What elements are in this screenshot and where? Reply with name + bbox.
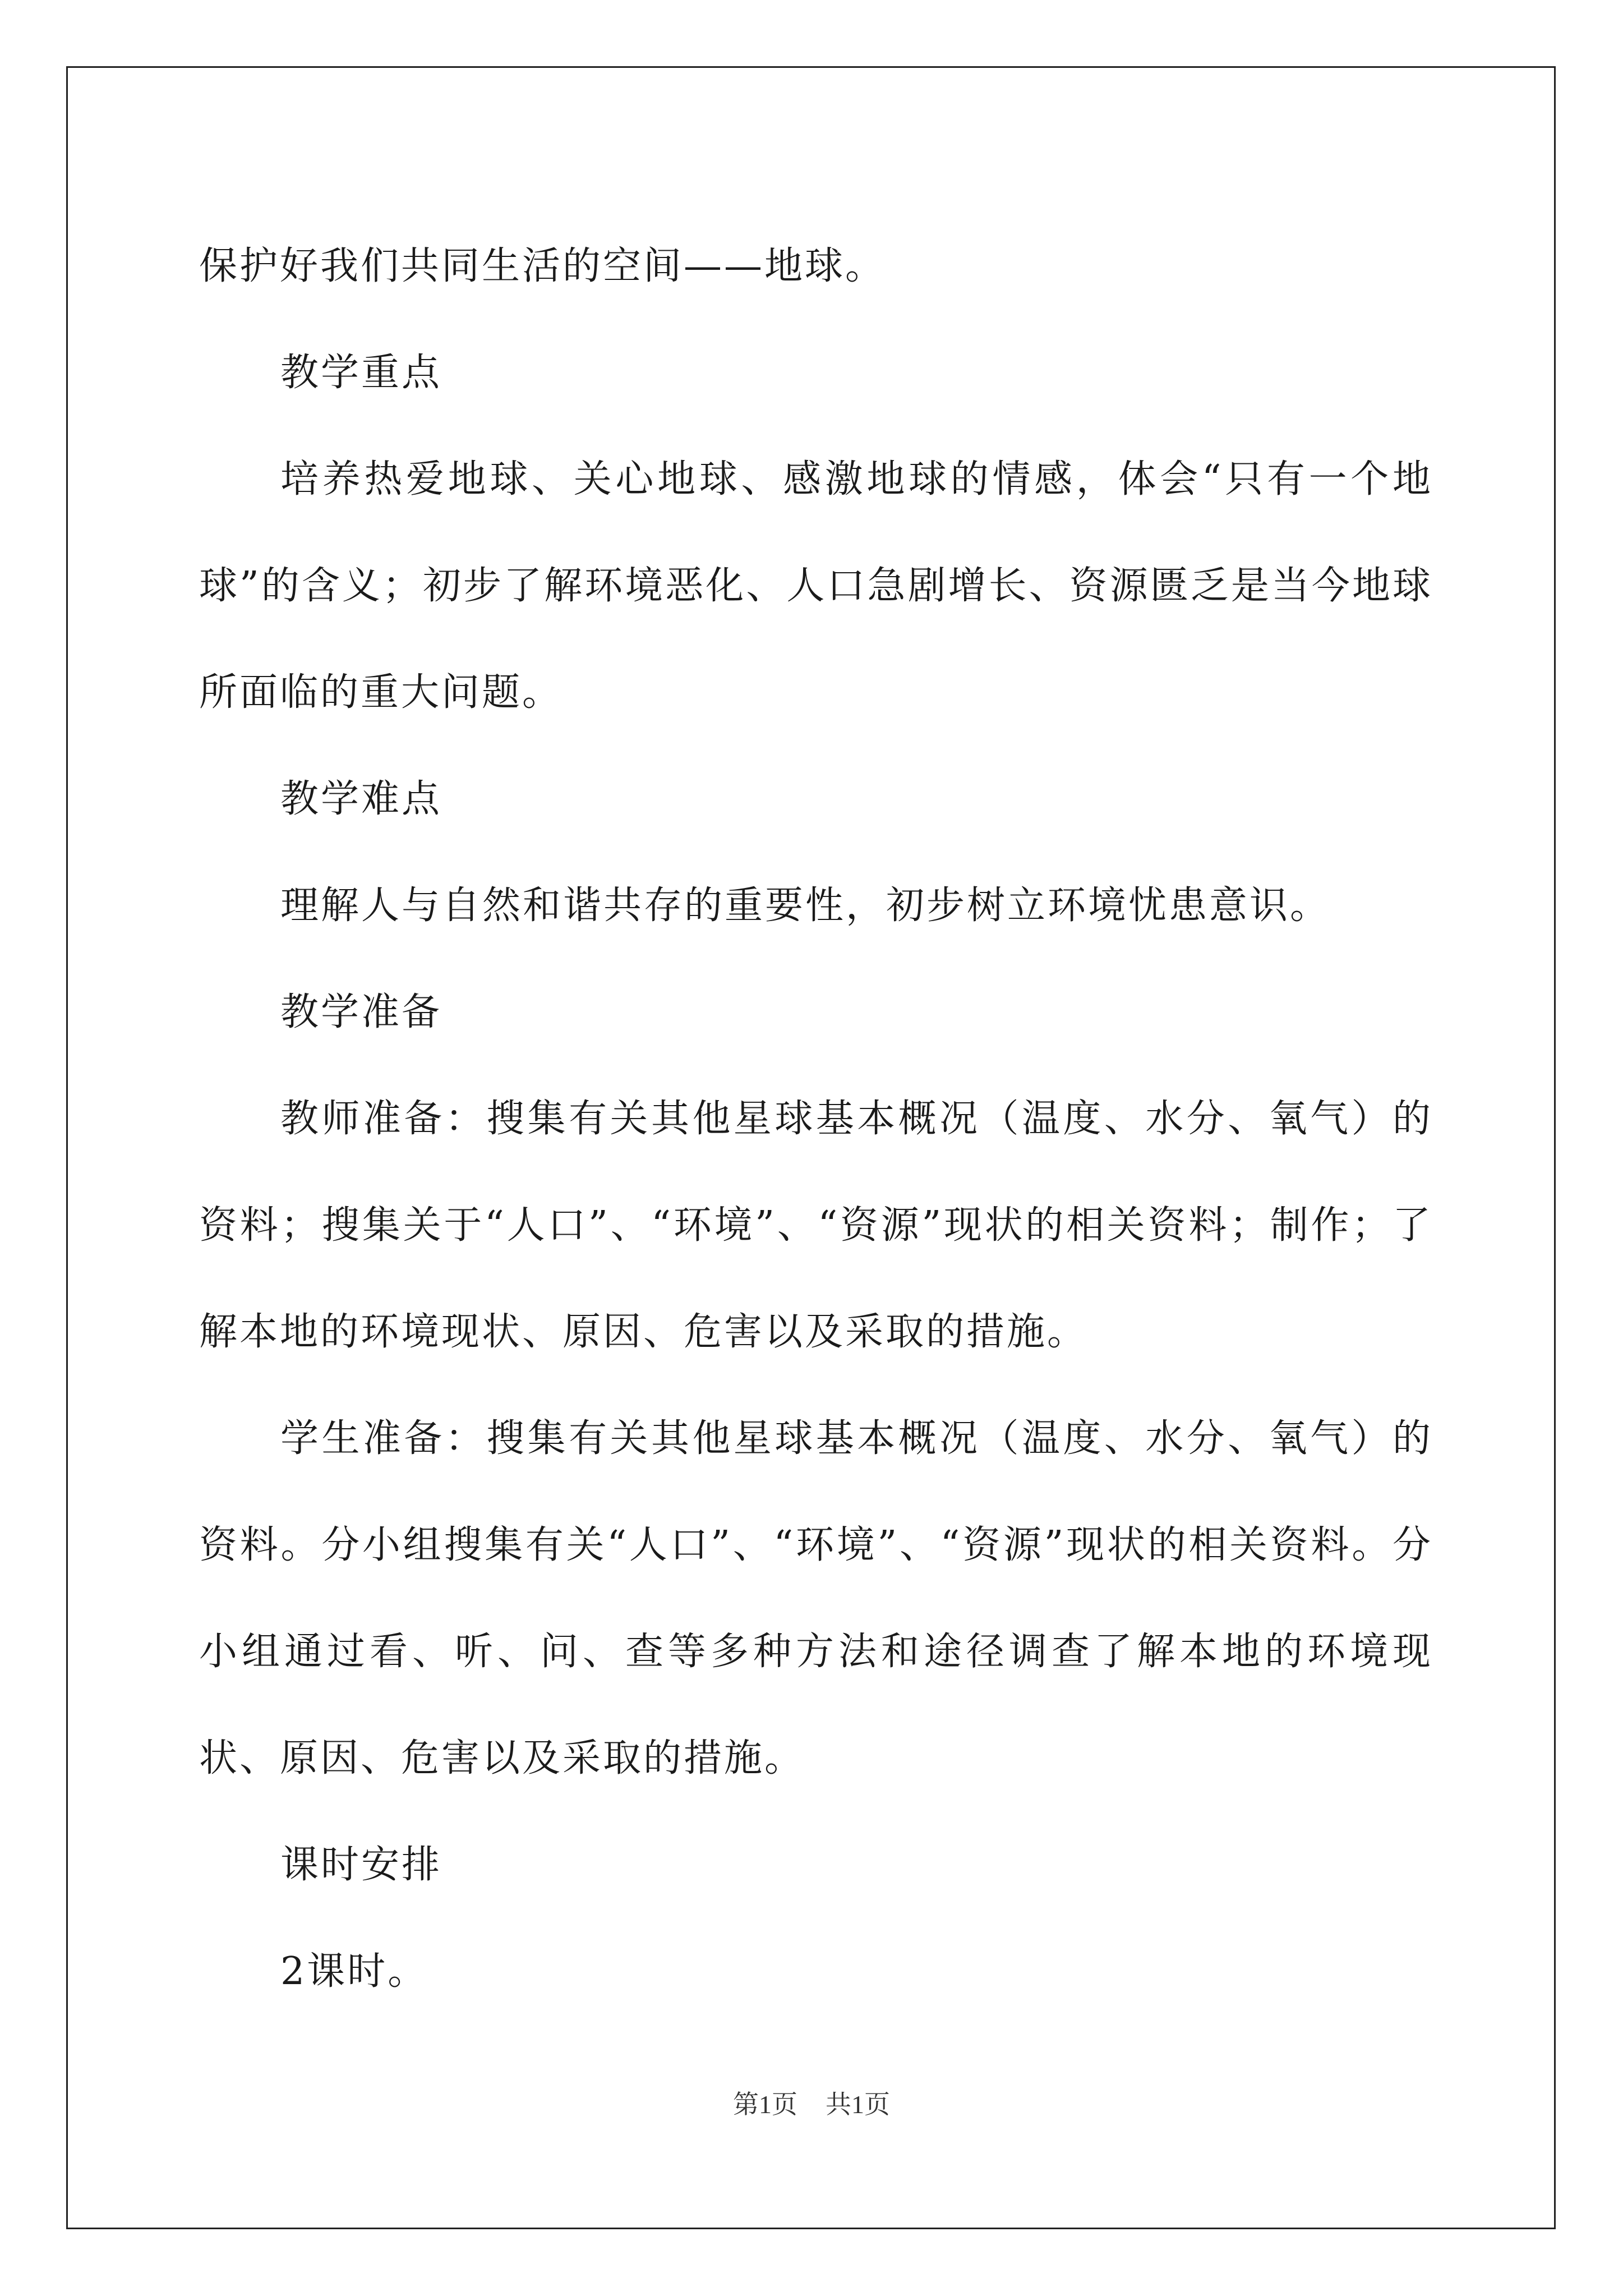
paragraph-teacher-preparation: 教师准备：搜集有关其他星球基本概况（温度、水分、氧气）的资料；搜集关于“人口”、“环境”、“资源”现状的相关资料；制作；了解本地的环境现状、原因、危害以及采取的措施。 [199, 1097, 1433, 1354]
page-footer [0, 2084, 1623, 2121]
document-body [199, 213, 1433, 2025]
paragraph-intro: 保护好我们共同生活的空间——地球。 [199, 244, 886, 288]
paragraph-difficulties: 理解人与自然和谐共存的重要性，初步树立环境忧患意识。 [280, 884, 1331, 928]
heading-schedule: 课时安排 [280, 1843, 442, 1887]
paragraph-key-points: 培养热爱地球、关心地球、感激地球的情感，体会“只有一个地球”的含义；初步了解环境恶化、人口急剧增长、资源匮乏是当今地球所面临的重大问题。 [199, 457, 1433, 715]
heading-key-points: 教学重点 [280, 351, 442, 395]
page-total: 共1页 [826, 2090, 890, 2119]
paragraph-student-preparation: 学生准备：搜集有关其他星球基本概况（温度、水分、氧气）的资料。分小组搜集有关“人口”、“环境”、“资源”现状的相关资料。分小组通过看、听、问、查等多种方法和途径调查了解本地的环境现状、原因、危害以及采取的措施。 [199, 1416, 1433, 1780]
page-number: 第1页 [733, 2090, 797, 2119]
paragraph-schedule: 2课时。 [280, 1949, 428, 1994]
heading-difficulties: 教学难点 [280, 777, 442, 821]
heading-preparation: 教学准备 [280, 990, 442, 1034]
